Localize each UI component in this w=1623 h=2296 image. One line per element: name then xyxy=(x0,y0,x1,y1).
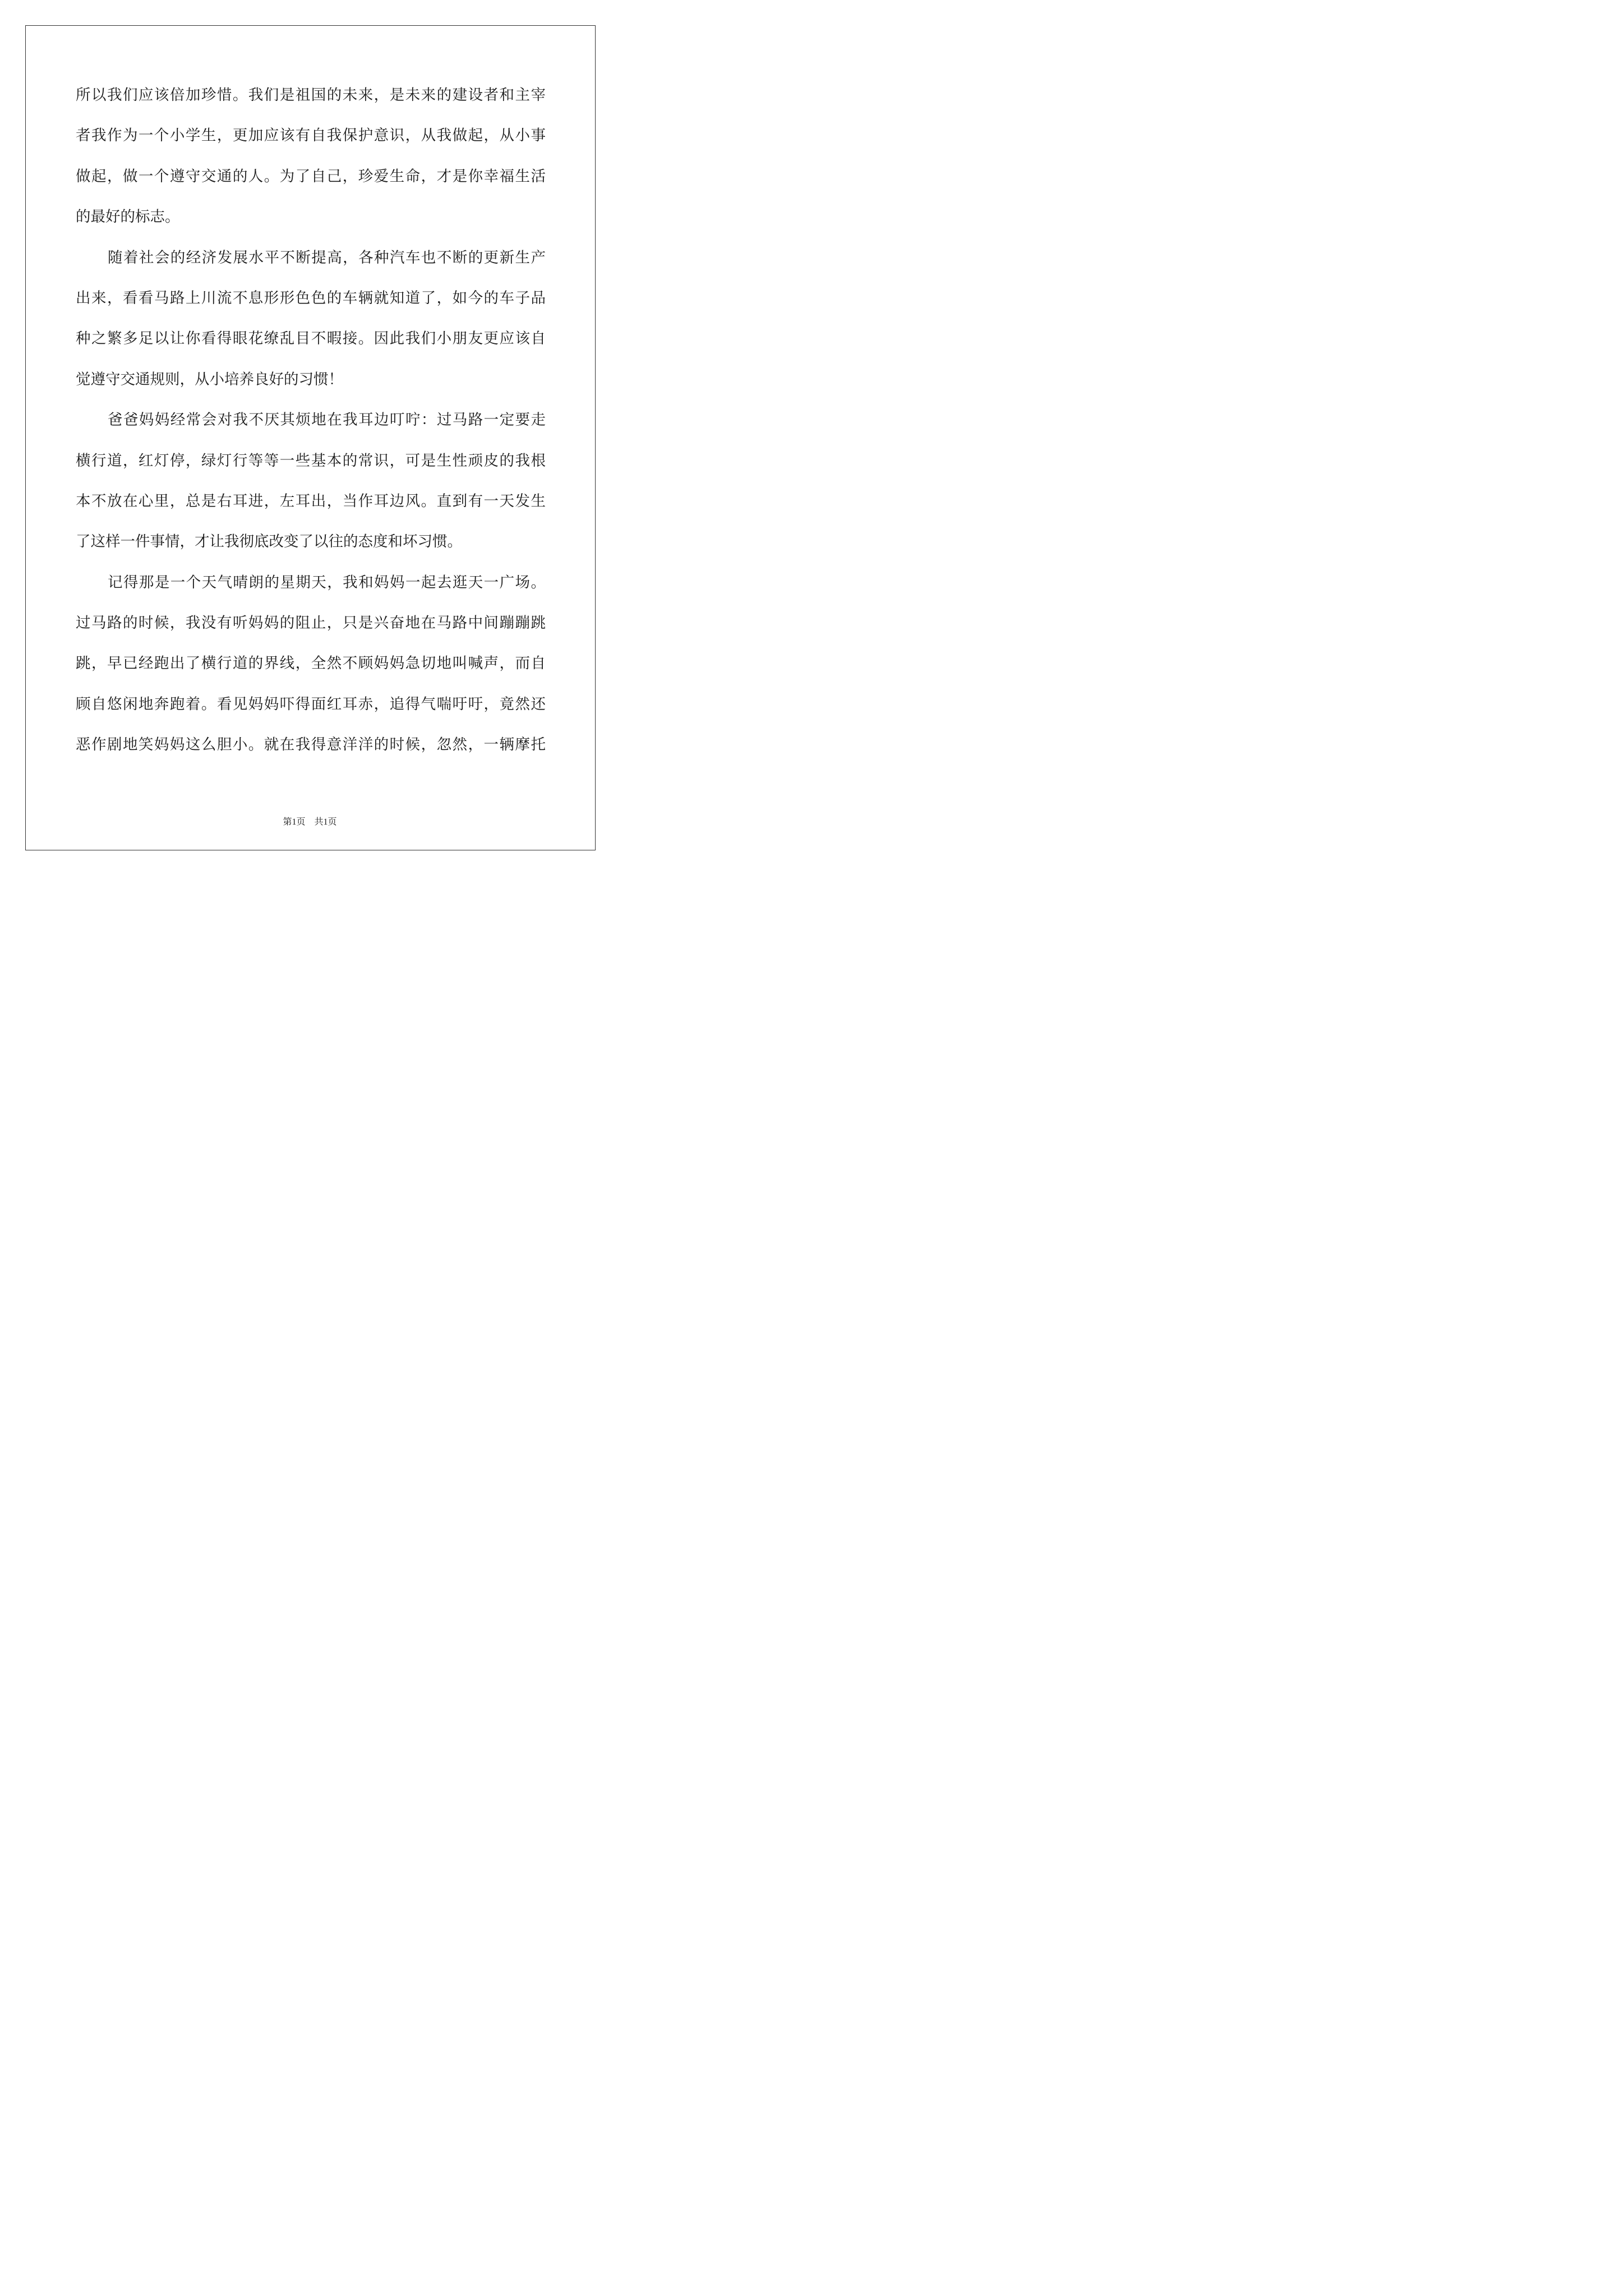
text-line: 种之繁多足以让你看得眼花缭乱目不暇接。因此我们小朋友更应该自 xyxy=(76,330,546,348)
text-line: 所以我们应该倍加珍惜。我们是祖国的未来，是未来的建设者和主宰 xyxy=(76,86,546,104)
paragraph xyxy=(76,403,546,566)
text-line: 做起，做一个遵守交通的人。为了自己，珍爱生命，才是你幸福生活 xyxy=(76,167,546,185)
document-body xyxy=(76,79,546,769)
text-line: 过马路的时候，我没有听妈妈的阻止，只是兴奋地在马路中间蹦蹦跳 xyxy=(76,614,546,632)
text-line: 跳，早已经跑出了横行道的界线，全然不顾妈妈急切地叫喊声，而自 xyxy=(76,655,546,673)
paragraph xyxy=(76,241,546,404)
text-line: 顾自悠闲地奔跑着。看见妈妈吓得面红耳赤，追得气喘吁吁，竟然还 xyxy=(76,695,546,713)
text-line: 记得那是一个天气晴朗的星期天，我和妈妈一起去逛天一广场。 xyxy=(108,573,546,591)
text-line: 出来，看看马路上川流不息形形色色的车辆就知道了，如今的车子品 xyxy=(76,289,546,307)
page-number-footer: 第1页 共1页 xyxy=(283,817,337,827)
text-line: 本不放在心里，总是右耳进，左耳出，当作耳边风。直到有一天发生 xyxy=(76,492,546,510)
text-line: 爸爸妈妈经常会对我不厌其烦地在我耳边叮咛：过马路一定要走 xyxy=(108,411,546,429)
paragraph xyxy=(76,566,546,769)
text-line: 恶作剧地笑妈妈这么胆小。就在我得意洋洋的时候，忽然，一辆摩托 xyxy=(76,736,546,754)
text-line: 了这样一件事情，才让我彻底改变了以往的态度和坏习惯。 xyxy=(76,533,462,551)
text-line: 觉遵守交通规则，从小培养良好的习惯！ xyxy=(76,370,343,388)
text-line: 者我作为一个小学生，更加应该有自我保护意识，从我做起，从小事 xyxy=(76,127,546,145)
text-line: 随着社会的经济发展水平不断提高，各种汽车也不断的更新生产 xyxy=(108,249,546,266)
text-line: 横行道，红灯停，绿灯行等等一些基本的常识，可是生性顽皮的我根 xyxy=(76,452,546,470)
paragraph xyxy=(76,79,546,241)
text-line: 的最好的标志。 xyxy=(76,208,180,226)
